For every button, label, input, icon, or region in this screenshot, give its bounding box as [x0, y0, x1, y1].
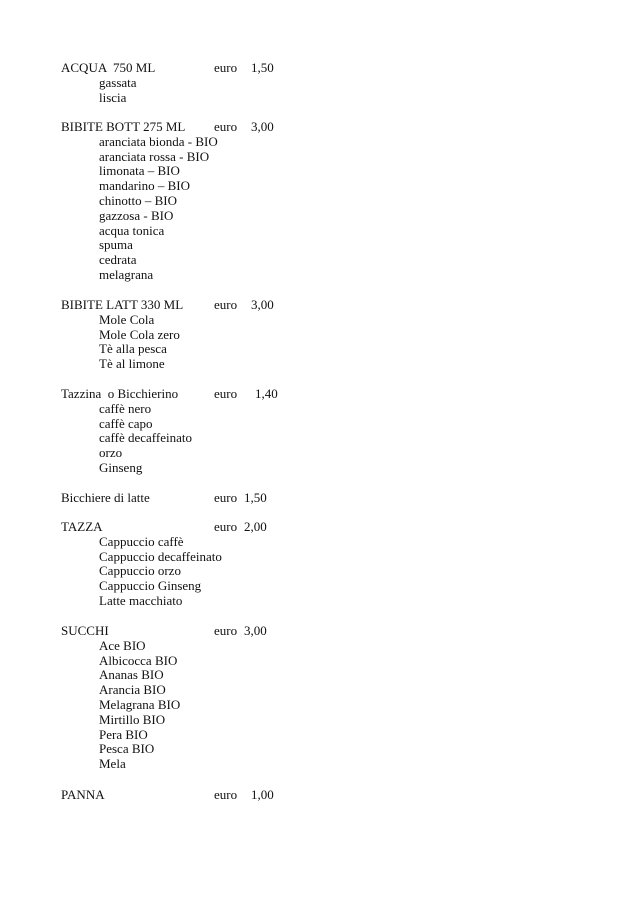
- currency-label: euro: [214, 519, 238, 534]
- menu-item: Pesca BIO: [99, 741, 155, 757]
- menu-item: gazzosa - BIO: [99, 207, 174, 223]
- menu-section: [0, 520, 640, 609]
- menu-item-row: [0, 313, 640, 328]
- menu-item-row: [0, 639, 640, 654]
- menu-item: Cappuccio Ginseng: [99, 578, 202, 594]
- menu-item-row: [0, 253, 640, 268]
- menu-item-row: [0, 402, 640, 417]
- section-title: BIBITE LATT 330 ML: [61, 297, 184, 312]
- menu-item-row: [0, 742, 640, 757]
- currency-label: euro: [214, 386, 238, 401]
- menu-item-row: [0, 579, 640, 594]
- section-title: SUCCHI: [61, 623, 109, 638]
- menu-item-row: [0, 550, 640, 565]
- menu-item-row: [0, 564, 640, 579]
- section-price: 2,00: [244, 519, 267, 534]
- menu-item-row: [0, 594, 640, 609]
- menu-item-row: [0, 698, 640, 713]
- section-title: BIBITE BOTT 275 ML: [61, 119, 186, 134]
- menu-item: orzo: [99, 445, 123, 461]
- menu-item: liscia: [99, 89, 127, 105]
- menu-item-row: [0, 164, 640, 179]
- menu-item: chinotto – BIO: [99, 192, 177, 208]
- menu-item: caffè nero: [99, 400, 152, 416]
- menu-section: [0, 298, 640, 372]
- menu-item: aranciata bionda - BIO: [99, 133, 218, 149]
- menu-item: Melagrana BIO: [99, 696, 181, 712]
- section-header: [0, 387, 640, 402]
- section-price: 3,00: [251, 297, 274, 312]
- menu-item: Arancia BIO: [99, 682, 166, 698]
- menu-item: Cappuccio decaffeinato: [99, 548, 222, 564]
- menu-section: [0, 387, 640, 476]
- menu-item: Mela: [99, 756, 126, 772]
- menu-item: Mirtillo BIO: [99, 711, 166, 727]
- menu-item: acqua tonica: [99, 222, 165, 238]
- menu-item-row: [0, 209, 640, 224]
- menu-item-row: [0, 238, 640, 253]
- section-title: Tazzina o Bicchierino: [61, 386, 179, 401]
- section-title: PANNA: [61, 787, 105, 802]
- menu-item-row: [0, 76, 640, 91]
- menu-item: mandarino – BIO: [99, 178, 190, 194]
- section-title: ACQUA 750 ML: [61, 60, 156, 75]
- menu-item: Ace BIO: [99, 637, 146, 653]
- section-header: [0, 61, 640, 76]
- section-price: 1,50: [244, 490, 267, 505]
- menu-item-row: [0, 224, 640, 239]
- menu-section: [0, 624, 640, 772]
- menu-item-row: [0, 328, 640, 343]
- section-header: [0, 491, 640, 506]
- section-title: TAZZA: [61, 519, 103, 534]
- menu-item-row: [0, 268, 640, 283]
- section-price: 1,00: [251, 787, 274, 802]
- menu-item-row: [0, 713, 640, 728]
- menu-item: cedrata: [99, 252, 137, 268]
- menu-section: [0, 491, 640, 506]
- currency-label: euro: [214, 297, 238, 312]
- section-price: 1,40: [255, 386, 278, 401]
- menu-item-row: [0, 683, 640, 698]
- menu-item-row: [0, 461, 640, 476]
- menu-item-row: [0, 668, 640, 683]
- section-header: [0, 298, 640, 313]
- menu-item: spuma: [99, 237, 133, 253]
- menu-item-row: [0, 417, 640, 432]
- menu-item-row: [0, 654, 640, 669]
- menu-item-row: [0, 150, 640, 165]
- section-header: [0, 788, 640, 803]
- menu-item: Ginseng: [99, 459, 143, 475]
- menu-item: limonata – BIO: [99, 163, 180, 179]
- menu-item: aranciata rossa - BIO: [99, 148, 210, 164]
- menu-item-row: [0, 357, 640, 372]
- menu-item: Mole Cola zero: [99, 326, 180, 342]
- menu-item: Tè al limone: [99, 356, 165, 372]
- section-header: [0, 624, 640, 639]
- menu-item: Mole Cola: [99, 311, 155, 327]
- menu-item-row: [0, 342, 640, 357]
- menu-item: caffè decaffeinato: [99, 430, 192, 446]
- section-price: 3,00: [251, 119, 274, 134]
- section-price: 3,00: [244, 623, 267, 638]
- menu-item: Cappuccio caffè: [99, 533, 184, 549]
- menu-item-row: [0, 194, 640, 209]
- menu-item-row: [0, 179, 640, 194]
- currency-label: euro: [214, 787, 238, 802]
- menu-item-row: [0, 535, 640, 550]
- menu-item-row: [0, 135, 640, 150]
- menu-item: Cappuccio orzo: [99, 563, 181, 579]
- menu-item: Ananas BIO: [99, 667, 164, 683]
- menu-section: [0, 788, 640, 803]
- currency-label: euro: [214, 119, 238, 134]
- section-title: Bicchiere di latte: [61, 490, 150, 505]
- menu-item: caffè capo: [99, 415, 153, 431]
- menu-item-row: [0, 757, 640, 772]
- menu-section: [0, 120, 640, 283]
- section-price: 1,50: [251, 60, 274, 75]
- currency-label: euro: [214, 623, 238, 638]
- menu-section: [0, 61, 640, 105]
- currency-label: euro: [214, 490, 238, 505]
- section-header: [0, 120, 640, 135]
- menu-item-row: [0, 91, 640, 106]
- menu-item-row: [0, 728, 640, 743]
- currency-label: euro: [214, 60, 238, 75]
- menu-item: Tè alla pesca: [99, 341, 167, 357]
- menu-item-row: [0, 446, 640, 461]
- menu-item: gassata: [99, 74, 137, 90]
- menu-item-row: [0, 431, 640, 446]
- menu-item: Albicocca BIO: [99, 652, 178, 668]
- menu-item: Latte macchiato: [99, 592, 183, 608]
- section-header: [0, 520, 640, 535]
- menu-item: Pera BIO: [99, 726, 148, 742]
- menu-item: melagrana: [99, 266, 154, 282]
